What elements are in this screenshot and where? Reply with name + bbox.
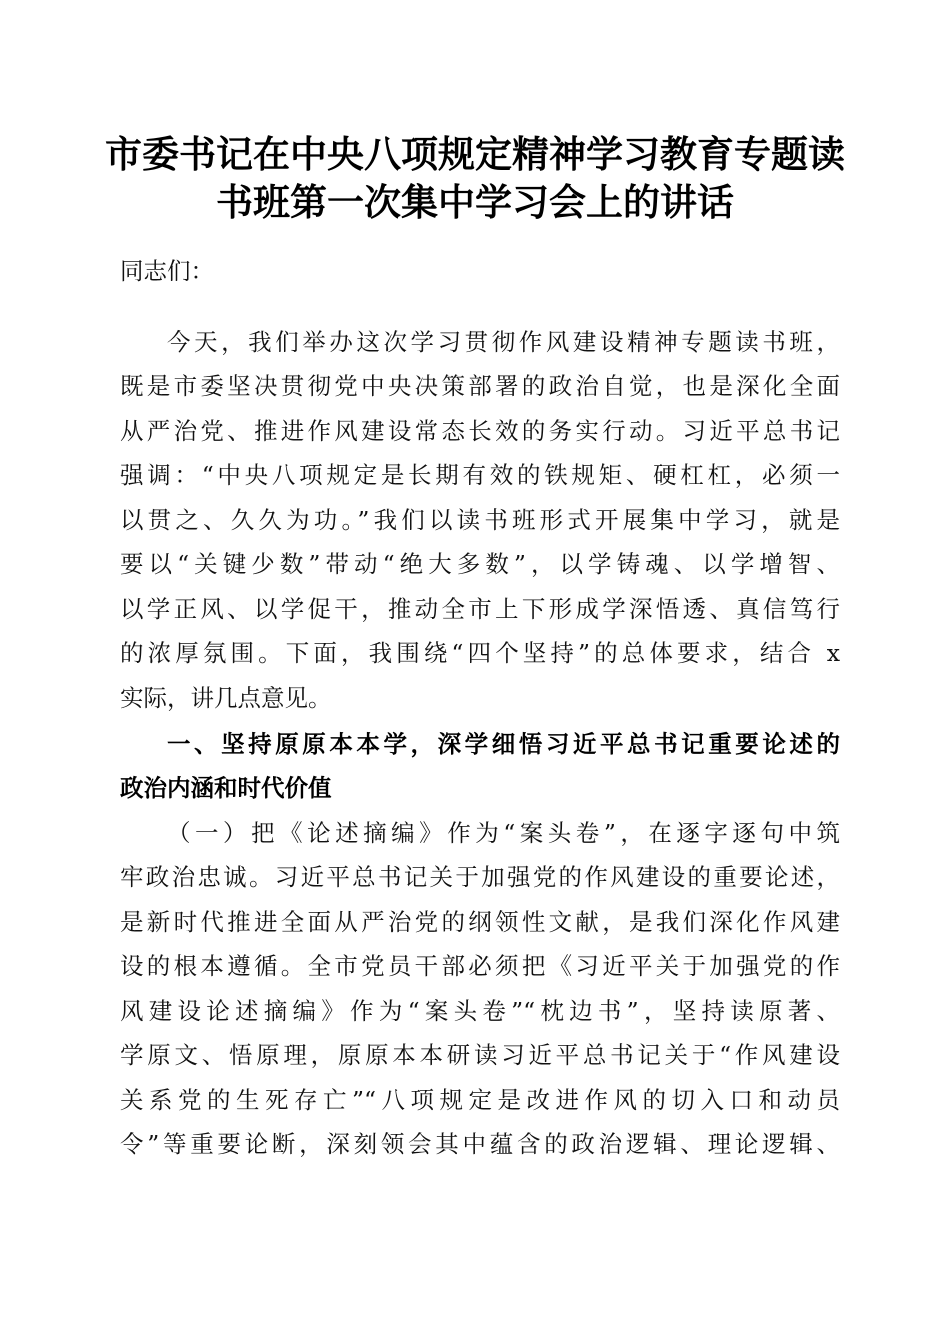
salutation: 同志们： <box>120 257 214 285</box>
paragraph-line: 风建设论述摘编》作为“案头卷”“枕边书”，坚持读原著、 <box>120 997 840 1025</box>
paragraph-line: 以贯之、久久为功。”我们以读书班形式开展集中学习，就是 <box>120 506 840 534</box>
paragraph-line: 学原文、悟原理，原原本本研读习近平总书记关于“作风建设 <box>120 1041 840 1069</box>
title-line: 书班第一次集中学习会上的讲话 <box>216 180 734 224</box>
paragraph-line: 以学正风、以学促干，推动全市上下形成学深悟透、真信笃行 <box>120 595 840 623</box>
paragraph-line: 关系党的生死存亡”“八项规定是改进作风的切入口和动员 <box>120 1086 840 1114</box>
paragraph-line: 既是市委坚决贯彻党中央决策部署的政治自觉，也是深化全面 <box>120 372 840 400</box>
title-line: 市委书记在中央八项规定精神学习教育专题读 <box>105 132 845 176</box>
paragraph-line: 今天，我们举办这次学习贯彻作风建设精神专题读书班， <box>167 328 840 356</box>
paragraph-line: 的浓厚氛围。下面，我围绕“四个坚持”的总体要求，结合 x <box>120 639 840 667</box>
section-heading-line: 一、坚持原原本本学，深学细悟习近平总书记重要论述的 <box>167 730 840 758</box>
paragraph-line: 要以“关键少数”带动“绝大多数”，以学铸魂、以学增智、 <box>120 550 840 578</box>
document-title <box>100 130 850 226</box>
paragraph-line: （一）把《论述摘编》作为“案头卷”，在逐字逐句中筑 <box>167 819 840 847</box>
paragraph-line: 是新时代推进全面从严治党的纲领性文献，是我们深化作风建 <box>120 908 840 936</box>
paragraph-line: 强调：“中央八项规定是长期有效的铁规矩、硬杠杠，必须一 <box>120 461 840 489</box>
section-heading-line: 政治内涵和时代价值 <box>120 774 332 802</box>
paragraph-line: 实际，讲几点意见。 <box>120 684 332 712</box>
paragraph-line: 令”等重要论断，深刻领会其中蕴含的政治逻辑、理论逻辑、 <box>120 1130 840 1158</box>
paragraph-line: 牢政治忠诚。习近平总书记关于加强党的作风建设的重要论述， <box>120 863 840 891</box>
paragraph-line: 从严治党、推进作风建设常态长效的务实行动。习近平总书记 <box>120 417 840 445</box>
paragraph-line: 设的根本遵循。全市党员干部必须把《习近平关于加强党的作 <box>120 952 840 980</box>
